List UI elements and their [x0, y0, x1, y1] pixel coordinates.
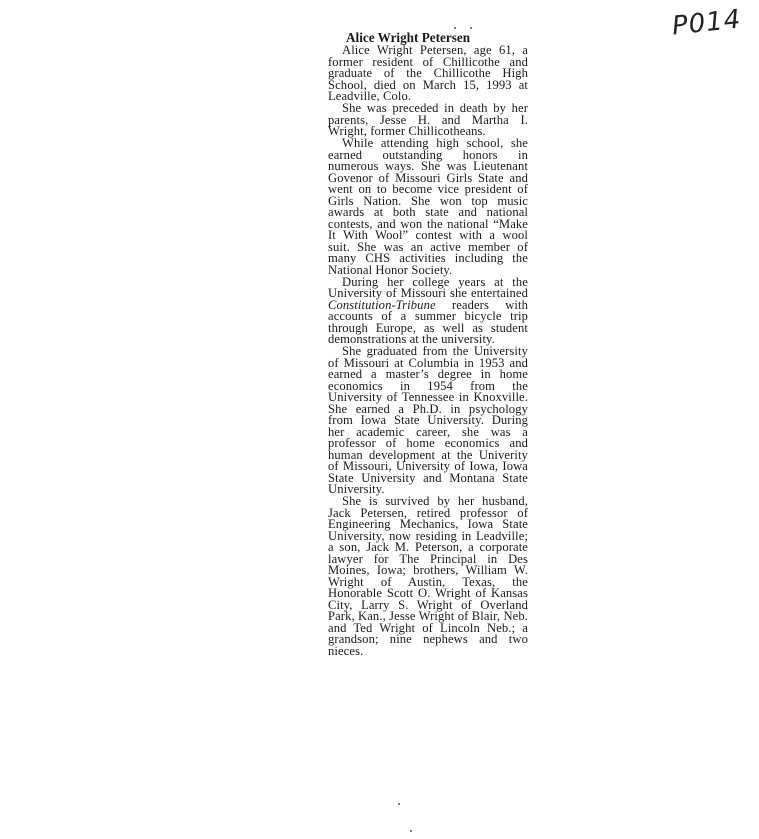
article-text: During her college years at the University of Missouri she entertained [328, 274, 528, 300]
obituary-body [328, 45, 528, 657]
article-paragraph: She is survived by her husband, Jack Petersen, retired professor of Engineering Mechanics, Iowa State University, now residing in Leadville; a son, Jack M. Peterson, a corporate lawyer for The Principal in Des Moines, Iowa; brothers, William W. Wright of Austin, Texas, the Honorable Scott O. Wright of Kansas City, Larry S. Wright of Overland Park, Kan., Jesse Wright of Blair, Neb. and Ted Wright of Lincoln Neb.; a grandson; nine nephews and two nieces. [328, 494, 528, 658]
article-paragraph-college [328, 274, 528, 346]
scan-speck [470, 27, 472, 29]
article-text: readers with accounts of a summer bicycle trip through Europe, as well as student demonstrations at the university. [328, 297, 528, 346]
article-paragraph: While attending high school, she earned outstanding honors in numerous ways. She was Lieutenant Govenor of Missouri Girls State and went on to become vice president of Girls Nation. She won top music awards at both state and national contests, and won the national “Make It With Wool” contest with a wool suit. She was an active member of many CHS activities including the National Honor Society. [328, 136, 528, 277]
scan-speck [410, 830, 412, 832]
article-paragraph: She was preceded in death by her parents, Jesse H. and Martha I. Wright, former Chillicotheans. [328, 101, 528, 138]
obituary-clipping [328, 30, 528, 657]
article-paragraph: Alice Wright Petersen, age 61, a former resident of Chillicothe and graduate of the Chillicothe High School, died on March 15, 1993 at Leadville, Colo. [328, 43, 528, 103]
scan-speck [398, 803, 400, 805]
obituary-headline: Alice Wright Petersen [346, 30, 471, 45]
handwritten-page-number: P014 [670, 4, 743, 42]
scan-speck [454, 27, 456, 29]
newspaper-name: Constitution-Tribune [328, 297, 436, 312]
article-paragraph: She graduated from the University of Missouri at Columbia in 1953 and earned a master’s degree in home economics in 1954 from the University of Tennessee in Knoxville. She earned a Ph.D. in psychology from Iowa State University. During her academic career, she was a professor of home economics and human development at the Univerity of Missouri, University of Iowa, Iowa State University and Montana State University. [328, 344, 528, 496]
